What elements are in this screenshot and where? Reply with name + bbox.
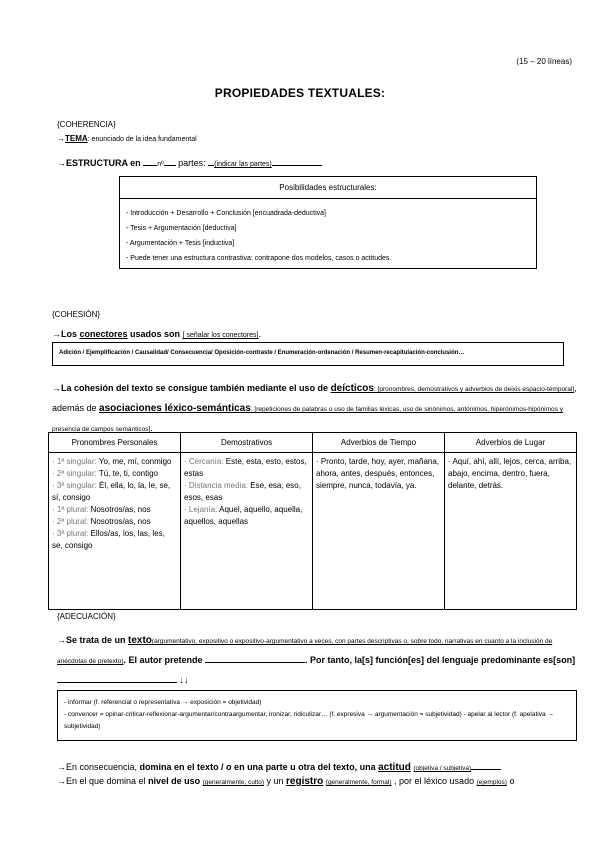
funciones-box	[57, 690, 577, 741]
estructura-box	[119, 176, 537, 269]
arrow-right-icon: →	[57, 635, 66, 645]
deicticos-term: deícticos	[330, 383, 374, 394]
tema-line	[57, 134, 197, 143]
estructura-box-title: Posibilidades estructurales:	[120, 177, 536, 199]
funcion-option: - convencer = opinar-criticar-reflexionar-argumentar/contraargumentar, ironizar, ridiculizar… (f. expresiva → argumentación = subjetividad) - apelar al lector (f. apelativa → subjetividad)	[64, 711, 554, 730]
arrow-right-icon: →	[57, 776, 66, 786]
actitud-line: →En consecuencia, domina en el texto / o en una parte u otra del texto, una actitud (objetiva / subjetiva)	[57, 760, 501, 773]
arrow-right-icon: →	[57, 158, 66, 168]
table-header: Adverbios de Tiempo	[313, 433, 445, 453]
texto-paragraph: →Se trata de un texto(argumentativo, expositivo o expositivo-argumentativo a veces, con partes descriptivas o, sobre todo, narrativas en cuanto a la inclusión de anécdotas de pretexto). El autor pretende . Por tanto, la[s] función[es] del lenguaje predominante es[son] ↓↓	[57, 635, 576, 685]
asociaciones-term: asociaciones léxico-semánticas	[99, 403, 251, 414]
table-header: Demostrativos	[181, 433, 313, 453]
asociaciones-hint: : [repeticiones de palabras o uso de familias léxicas, uso de sinónimos, antónimos, hiperónimos-hipónimos y presencia de campos semánticos]	[52, 406, 563, 433]
actitud-hint: (objetiva / subjetiva)	[413, 765, 472, 772]
estructura-line	[57, 156, 322, 168]
down-arrows-icon: ↓↓	[179, 675, 189, 685]
texto-hint: (argumentativo, expositivo o expositivo-argumentativo a veces, con partes descriptivas o, sobre todo, narrativas en cuanto a la inclusión de anécdotas de pretexto)	[57, 638, 553, 665]
arrow-right-icon: →	[52, 383, 61, 393]
texto-term: texto	[128, 635, 152, 646]
lexico-hint: (ejemplos)	[476, 779, 507, 786]
tiempo-cell: · Pronto, tarde, hoy, ayer, mañana, ahora, antes, después, entonces, siempre, nunca, todavía, ya.	[313, 453, 445, 610]
nivel-line: →En el que domina el nivel de uso (generalmente, culto) y un registro (generalmente, formal) , por el léxico usado (ejemplos) o	[57, 776, 515, 787]
actitud-term: actitud	[378, 762, 411, 773]
conectores-line: →Los conectores usados son [ señalar los conectores].	[52, 329, 261, 339]
arrow-right-icon: →	[57, 134, 65, 143]
estructura-option: - Introducción + Desarrollo + Conclusión [encuadrada-deductiva]	[126, 210, 327, 217]
arrow-right-icon: →	[57, 762, 66, 772]
lines-note: (15 – 20 líneas)	[516, 57, 572, 66]
conectores-hint: [ señalar los conectores]	[182, 332, 259, 339]
tema-text: : enunciado de la idea fundamental	[87, 136, 197, 143]
nivel-term: nivel de uso	[148, 776, 201, 786]
estructura-num: nº	[157, 161, 164, 168]
adecuacion-heading: {ADECUACIÓN}	[57, 612, 116, 621]
deicticos-hint: : [pronombres, demostrativos y adverbios de deixis espacio-temporal]	[373, 386, 575, 393]
estructura-partes: partes:	[178, 158, 206, 168]
deicticos-paragraph: →La cohesión del texto se consigue también mediante el uso de deícticos: [pronombres, demostrativos y adverbios de deixis espacio-temporal], además de asociaciones léxico-semánticas: [repeticiones de palabras o uso de familias léxicas, uso de sinónimos, antónimos, hiperónimos-hipónimos y presencia de campos semánticos].	[52, 383, 577, 433]
cohesion-heading: {COHESIÓN}	[52, 310, 101, 319]
registro-term: registro	[286, 776, 324, 787]
page-title: PROPIEDADES TEXTUALES:	[214, 86, 386, 100]
estructura-option: - Tesis + Argumentación [deductiva]	[126, 225, 237, 232]
tema-label: TEMA	[65, 134, 88, 143]
pronombres-cell: · 1ª singular: Yo, me, mí, conmigo · 2ª singular: Tú, te, ti, contigo · 3ª singular: Él, ella, lo, la, le, se, sí, consigo · 1ª plural: Nosotros/as, nos · 2ª plural: Nosotros/as, nos · 3ª plural: Ellos/as, los, las, les, se, consigo	[49, 453, 181, 610]
estructura-hint: (indicar las partes)	[214, 161, 272, 168]
arrow-right-icon: →	[52, 329, 61, 339]
estructura-option: - Puede tener una estructura contrastiva: contrapone dos modelos, casos o actitudes.	[126, 255, 392, 262]
funcion-option: - informar (f. referencial o representativa → exposición = objetividad)	[64, 699, 262, 706]
demostrativos-cell: · Cercanía: Este, esta, esto, estos, estas · Distancia media: Ese, esa, eso, esos, esas · Lejanía: Aquel, aquello, aquella, aquellos, aquellas	[181, 453, 313, 610]
deicticos-table	[48, 432, 577, 610]
estructura-label: ESTRUCTURA en	[66, 158, 141, 168]
table-header: Adverbios de Lugar	[445, 433, 577, 453]
conectores-list: Adición / Ejemplificación / Causalidad/ Consecuencia/ Oposición-contraste / Enumeración-ordenación / Resumen-recapitulación-conclusión…	[59, 350, 465, 356]
conectores-term: conectores	[79, 329, 128, 339]
conectores-box	[52, 342, 564, 366]
coherencia-heading: {COHERENCIA}	[57, 120, 116, 129]
lugar-cell: · Aquí, ahí, allí, lejos, cerca, arriba, abajo, encima, dentro, fuera, delante, detrás.	[445, 453, 577, 610]
nivel-hint: (generalmente, culto)	[202, 779, 265, 786]
estructura-option: - Argumentación + Tesis [inductiva]	[126, 240, 235, 247]
registro-hint: (generalmente, formal)	[325, 779, 392, 786]
table-header: Pronombres Personales	[49, 433, 181, 453]
